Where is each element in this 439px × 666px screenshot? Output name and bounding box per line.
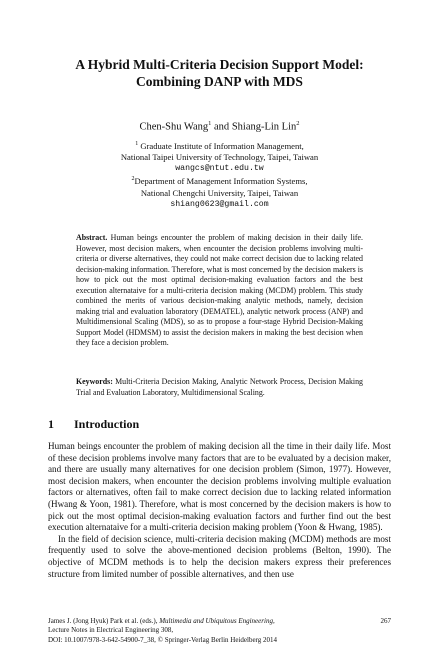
affiliation-2-line-1 [40,174,399,187]
paragraph-2: In the field of decision science, multi-criteria decision making (MCDM) methods are most frequently used to solve the above-mentioned decision problems (Belton, 1990). The objective of MCDM methods is to help the decision makers express their preferences structure from limited number of possible alternatives, and then use [48,533,391,579]
author-conjunction: and [211,121,232,133]
footer-line-1 [48,617,391,626]
abstract [76,233,363,349]
section-number: 1 [48,417,54,431]
email-2-link[interactable]: shiang0623@gmail.com [170,199,269,209]
page-number: 267 [380,617,391,625]
author-2: Shiang-Lin Lin [231,121,297,133]
author-1: Chen-Shu Wang [139,121,209,133]
footer-line-2: Lecture Notes in Electrical Engineering 308, [48,626,174,635]
author-1-affil-mark: 1 [208,120,212,127]
footer-line-3: DOI: 10.1007/978-3-642-54900-7_38, © Springer-Verlag Berlin Heidelberg 2014 [48,635,278,644]
footer-editors: James J. (Jong Hyuk) Park et al. (eds.), [48,617,160,625]
affiliation-1-line-1 [40,139,399,152]
keywords [76,377,363,398]
section-title: Introduction [74,417,140,431]
keywords-text: Multi-Criteria Decision Making, Analytic Network Process, Decision Making Trial and Evaluation Laboratory, Multidimensional Scaling. [76,377,363,397]
paper-title [30,56,409,90]
author-list [30,117,409,134]
page-footer [48,617,391,645]
author-2-affil-mark: 2 [296,120,300,127]
section-heading [48,417,139,432]
affiliations [40,139,399,210]
affiliation-1-text: Graduate Institute of Information Management, [138,140,304,151]
affiliation-1-line-2: National Taipei University of Technology, Taipei, Taiwan [120,152,319,163]
body-text [48,441,391,580]
affiliation-2-line-2: National Chengchi University, Taipei, Taiwan [140,187,299,198]
affiliation-2-mark: 2 [131,176,135,183]
email-1-link[interactable]: wangcs@ntut.edu.tw [175,164,264,174]
abstract-label: Abstract. [76,233,108,242]
abstract-text: Human beings encounter the problem of making decision in their daily life. However, most decision makers, when encounter the decision problems involving multi-criteria or diverse alternatives, they could not make correct decision due to lacking related decision-making information. Therefore, what is most concerned by the decision makers is how to pick out the most optimal decision-making evaluation factors and the best execution alternataive for a multi-criteria decision making (MCDM) problem. This study combined the merits of various decision-making analytic methods, namely, decision making trial and evaluation laboratory (DEMATEL), analytic network process (ANP) and Multidimensional Scaling (MDS), so as to propose a four-stage Hybrid Decision-Making Support Model (HDMSM) to assist the decision makers in making the best decision when they face a decision problem. [76,233,363,347]
keywords-label: Keywords: [76,377,113,386]
footer-book-title: Multimedia and Ubiquitous Engineering, [159,617,275,625]
affiliation-2-text: Department of Management Information Systems, [134,176,308,187]
title-line-1: A Hybrid Multi-Criteria Decision Support Model: [75,57,364,72]
title-line-2: Combining DANP with MDS [136,74,303,89]
paragraph-1: Human beings encounter the problem of making decision all the time in their daily life. Most of these decision problems involve many factors that are to be evaluated by a decision maker, and there are usually many alternatives for one decision problem (Simon, 1977). However, most decision makers, when encounter the decision problems involving multiple evaluation factors or alternatives, often fail to make correct decision due to lacking related information (Hwang & Yoon, 1981). Therefore, what is most concerned by the decision makers is how to pick out the most optimal decision-making evaluation factors and further find out the best execution alternataive for a multi-criteria decision making problem (Yoon & Hwang, 1985). [48,441,391,533]
affiliation-1-mark: 1 [135,141,139,147]
